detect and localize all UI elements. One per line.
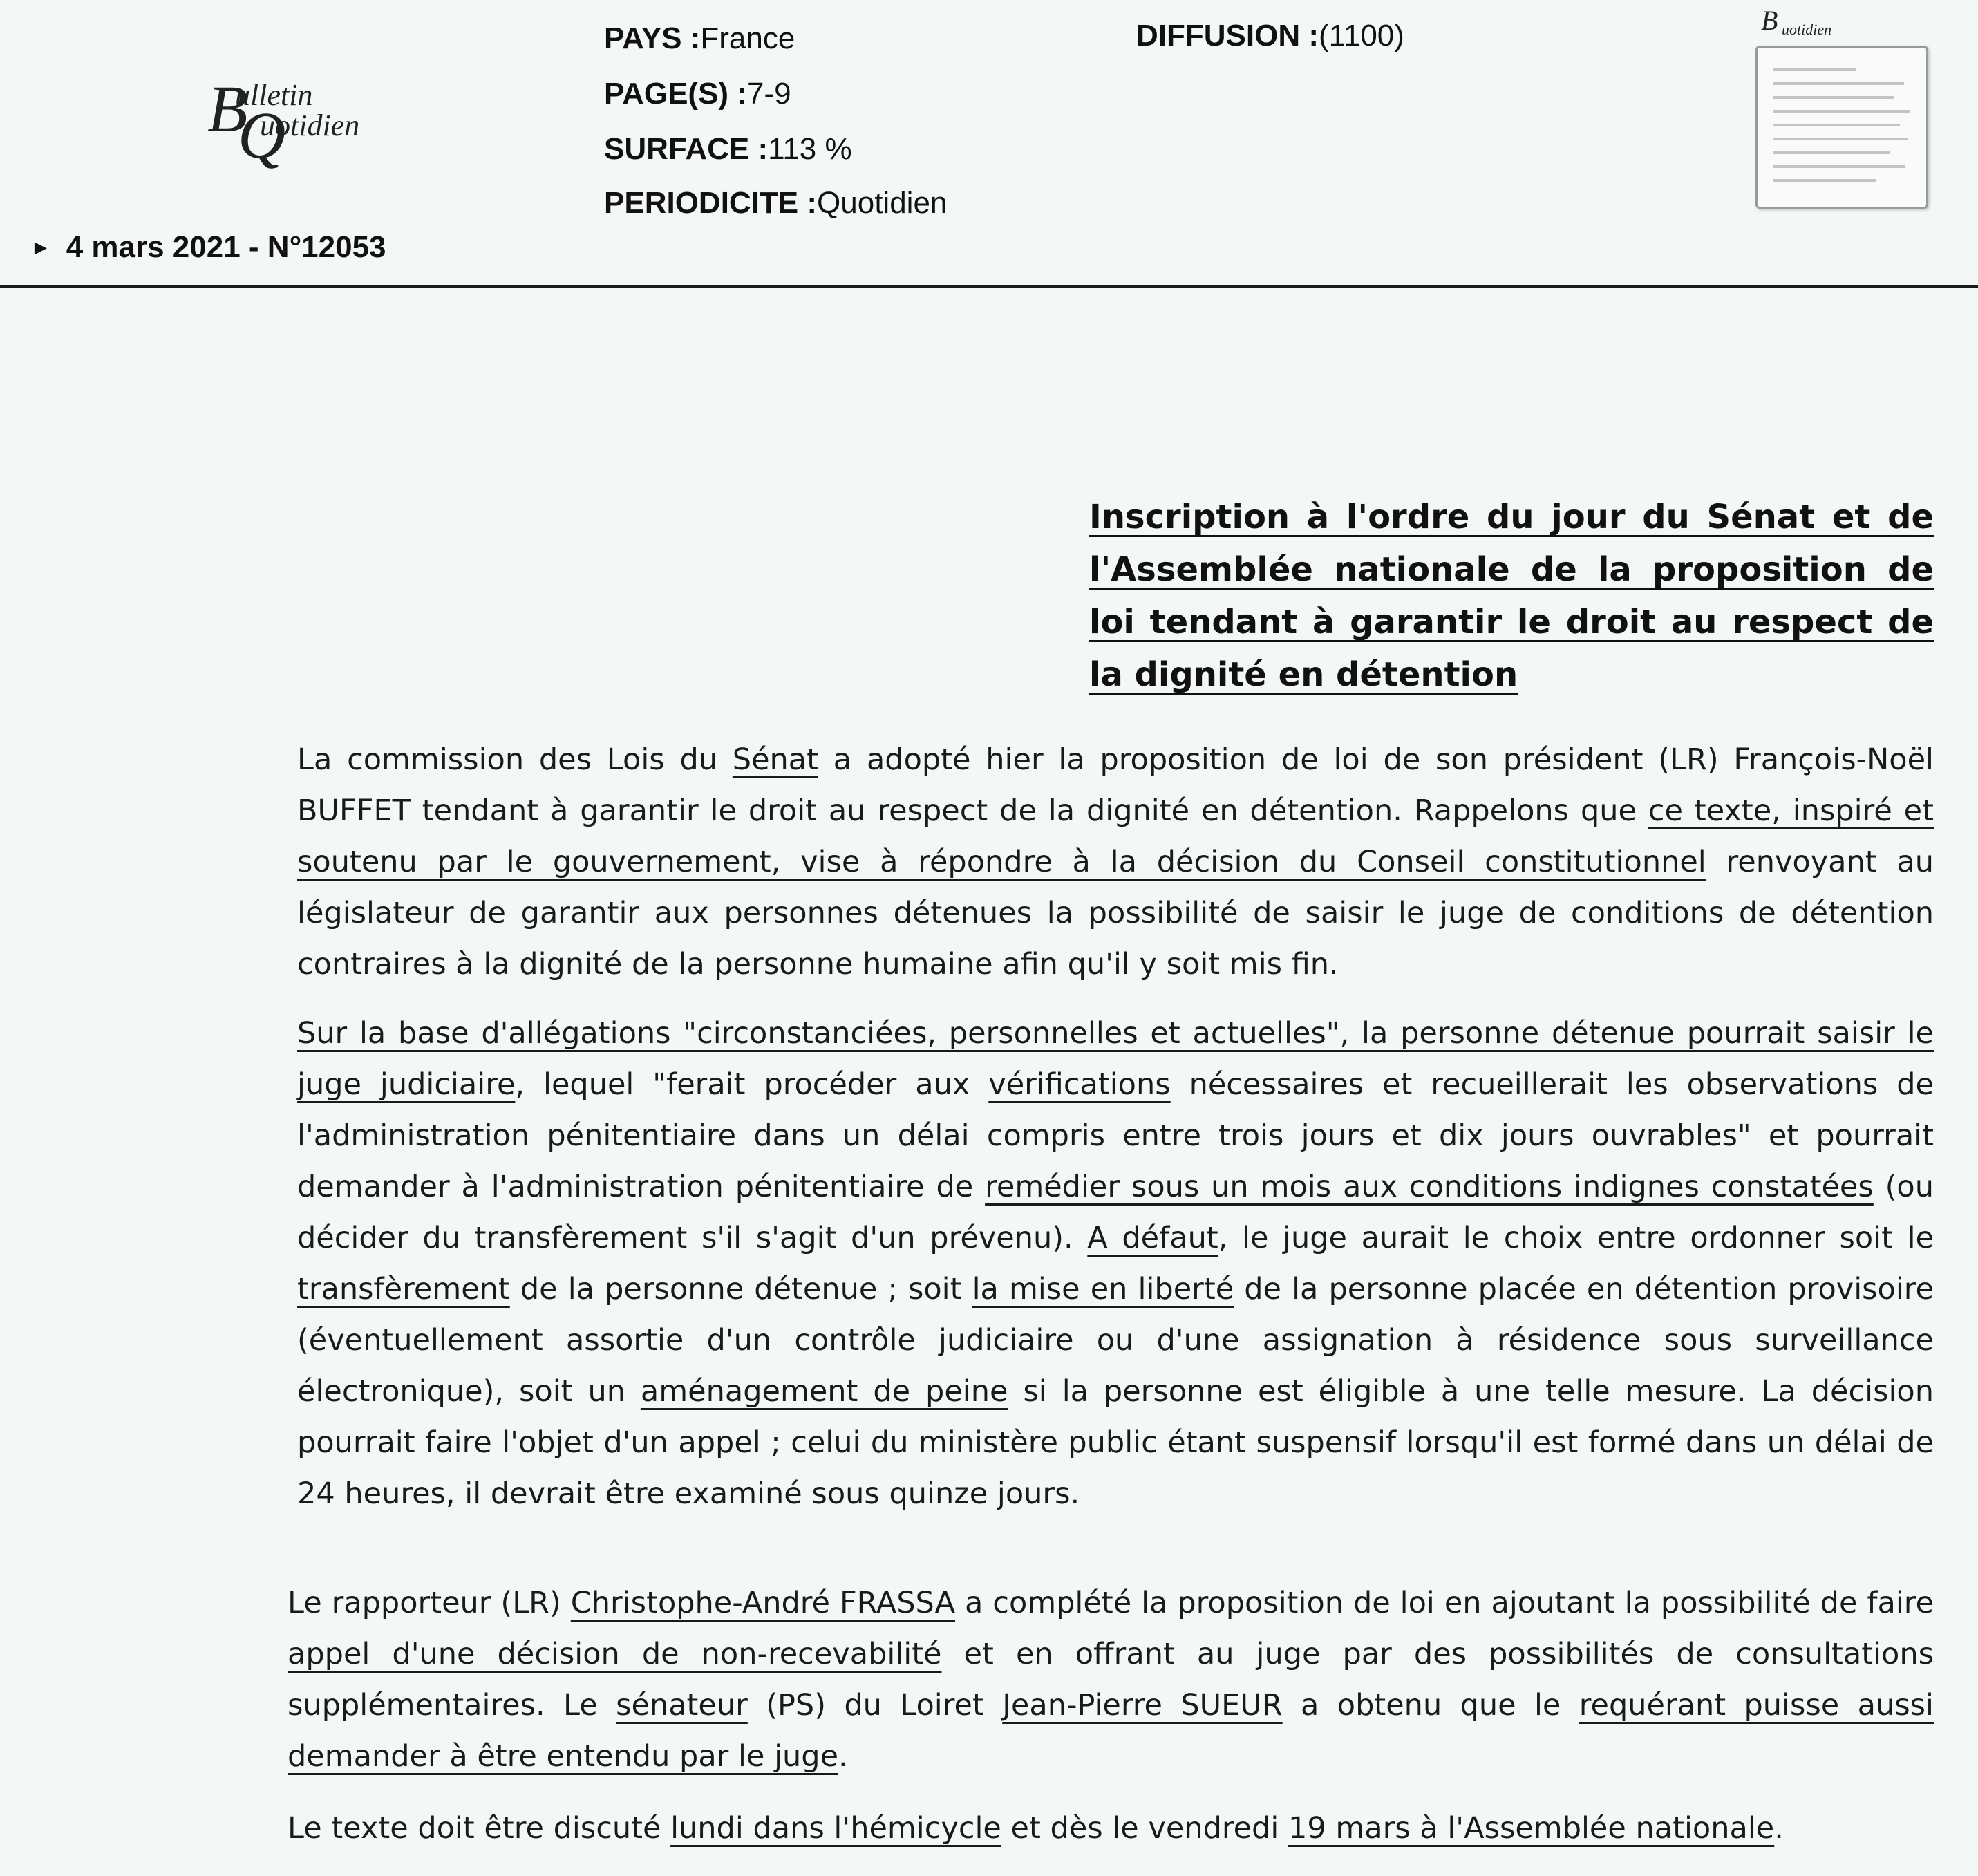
underlined-text: la mise en liberté [972, 1272, 1234, 1306]
underlined-text: transfèrement [297, 1272, 510, 1306]
text-run: a obtenu que le [1282, 1688, 1579, 1723]
text-run: de la personne placée en détention provisoire (éventuellement assortie d'un contrôle judiciaire ou d'une assignation à résidence sous surveillance électronique), soit un [297, 1272, 1934, 1409]
thumbnail-line [1773, 96, 1894, 99]
logo-letter-q: Q [238, 98, 286, 172]
text-run: et dès le vendredi [1001, 1811, 1288, 1846]
underlined-text: sénateur [616, 1688, 748, 1723]
text-run: , le juge aurait le choix entre ordonner soit le [1218, 1221, 1934, 1255]
underlined-text: vérifications [988, 1067, 1171, 1102]
meta-diffusion-label: DIFFUSION : [1136, 19, 1319, 53]
paragraph-2 [297, 1008, 1934, 1519]
underlined-text: ce texte, inspiré et soutenu par le gouvernement, vise à répondre à la décision du Conseil constitutionnel [297, 794, 1934, 879]
underlined-text: lundi dans l'hémicycle [670, 1811, 1001, 1846]
text-run: nécessaires et recueillerait les observations de l'administration pénitentiaire dans un délai compris entre trois jours et dix jours ouvrables" et pourrait demander à l'administration pénitentiaire de [297, 1067, 1934, 1204]
arrow-right-icon: ► [30, 236, 51, 259]
underlined-text: aménagement de peine [640, 1374, 1008, 1409]
page-thumbnail [1755, 46, 1928, 209]
bulletin-quotidien-logo [207, 72, 401, 172]
meta-pays-value: France [700, 21, 795, 55]
meta-diffusion [1136, 21, 1404, 51]
thumbnail-logo [1761, 7, 1858, 48]
meta-pages [604, 79, 791, 109]
meta-periodicite-label: PERIODICITE : [604, 186, 818, 220]
article-title [1089, 491, 1934, 701]
text-run: . [1774, 1811, 1784, 1846]
meta-pages-label: PAGE(S) : [604, 77, 747, 111]
meta-surface-value: 113 % [768, 132, 852, 166]
text-run: a complété la proposition de loi en ajoutant la possibilité de faire [955, 1586, 1934, 1620]
text-run: renvoyant au législateur de garantir aux personnes détenues la possibilité de saisir le juge de conditions de détention contraires à la dignité de la personne humaine afin qu'il y soit mis fin. [297, 845, 1934, 982]
meta-periodicite [604, 188, 947, 218]
underlined-text: requérant puisse aussi demander à être entendu par le juge [288, 1688, 1934, 1774]
thumbnail-line [1773, 151, 1890, 154]
text-run: si la personne est éligible à une telle mesure. La décision pourrait faire l'objet d'un appel ; celui du ministère public étant suspensif lorsqu'il est formé dans un délai de 24 heures, il devrait être examiné sous quinze jours. [297, 1374, 1934, 1511]
text-run: (PS) du Loiret [747, 1688, 1003, 1723]
thumbnail-line [1773, 82, 1904, 85]
text-run: a adopté hier la proposition de loi de son président (LR) François-Noël BUFFET tendant à garantir le droit au respect de la dignité en détention. Rappelons que [297, 742, 1934, 828]
underlined-text: 19 mars à l'Assemblée nationale [1288, 1811, 1775, 1846]
underlined-text: Christophe-André FRASSA [570, 1586, 956, 1620]
thumbnail-line [1773, 165, 1905, 168]
underlined-text: Sénat [732, 742, 819, 777]
meta-pays [604, 21, 795, 55]
issue-line [30, 232, 386, 263]
logo-word-bulletin: ulletin [235, 78, 313, 112]
issue-date-number: 4 mars 2021 - N°12053 [66, 230, 386, 264]
thumbnail-line [1773, 124, 1900, 126]
text-run: , lequel "ferait procéder aux [515, 1067, 989, 1102]
text-run: Le rapporteur (LR) [288, 1586, 571, 1620]
text-run: Le texte doit être discuté [288, 1811, 671, 1846]
meta-pays-label: PAYS : [604, 21, 701, 55]
text-run: La commission des Lois du [297, 742, 733, 777]
underlined-text: Sur la base d'allégations "circonstanciées, personnelles et actuelles", la personne détenue pourrait saisir le juge judiciaire [297, 1016, 1934, 1102]
text-run: (ou décider du transfèrement s'il s'agit d'un prévenu). [297, 1170, 1934, 1255]
meta-periodicite-value: Quotidien [817, 186, 948, 220]
thumbnail-line [1773, 68, 1856, 71]
thumbnail-line [1773, 138, 1908, 140]
text-run: de la personne détenue ; soit [509, 1272, 972, 1306]
underlined-text: remédier sous un mois aux conditions indignes constatées [985, 1170, 1874, 1204]
text-run: . [838, 1739, 848, 1774]
thumbnail-logo-word: uotidien [1782, 21, 1832, 38]
paragraph-1 [297, 734, 1934, 990]
meta-diffusion-value: (1100) [1318, 19, 1404, 53]
paragraph-4 [288, 1803, 1934, 1854]
thumbnail-line [1773, 179, 1876, 182]
header-divider [0, 285, 1978, 288]
paragraph-3 [288, 1577, 1934, 1782]
underlined-text: appel d'une décision de non-recevabilité [288, 1637, 942, 1671]
meta-pages-value: 7-9 [746, 77, 791, 111]
underlined-text: A défaut [1087, 1221, 1218, 1255]
meta-surface [604, 134, 852, 165]
article-title-text: Inscription à l'ordre du jour du Sénat et de l'Assemblée nationale de la proposition de loi tendant à garantir le droit au respect de la dignité en détention [1089, 498, 1934, 694]
text-run: et en offrant au juge par des possibilités de consultations supplémentaires. Le [288, 1637, 1934, 1723]
underlined-text: Jean-Pierre SUEUR [1002, 1688, 1283, 1723]
logo-letter-b: B [207, 72, 248, 146]
logo-word-quotidien: uotidien [260, 109, 360, 142]
thumbnail-line [1773, 110, 1910, 113]
meta-surface-label: SURFACE : [604, 132, 769, 166]
thumbnail-logo-letter: B [1761, 5, 1778, 36]
